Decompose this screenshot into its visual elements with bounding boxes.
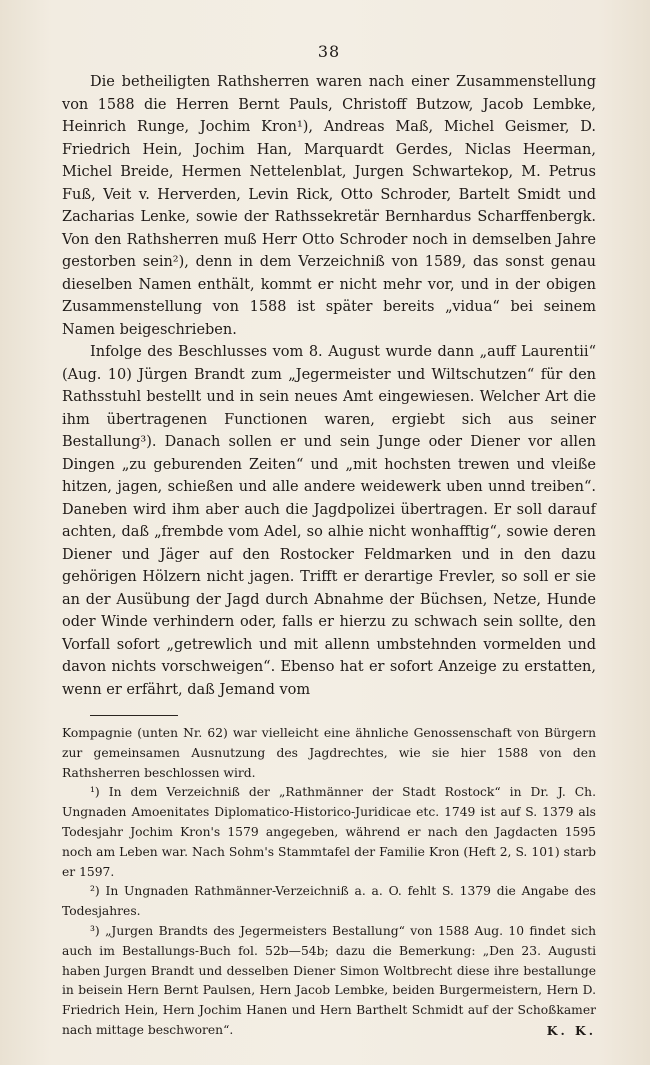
- author-signature: K. K.: [546, 1022, 596, 1038]
- footnote-3-text: ³) „Jurgen Brandts des Jegermeisters Bestallung“ von 1588 Aug. 10 findet sich auch im Bestallungs-Buch fol. 52b—54b; dazu die Bemerkung: „Den 23. Augusti haben Jurgen Brandt und desselben Diener Simon Woltbrecht diese ihre bestallunge in beisein Hern Bernt Paulsen, Hern Jacob Lembke, beiden Burgermeistern, Hern D. Friedrich Hein, Hern Jochim Hanen und Hern Barthelt Schmidt auf der Schoßkamer nach mittage beschworen“.: [62, 923, 596, 1037]
- footnote-2: ²) In Ungnaden Rathmänner-Verzeichniß a. a. O. fehlt S. 1379 die Angabe des Todesjahres.: [62, 884, 596, 919]
- footnote-3: [62, 922, 596, 1041]
- body-paragraph-2: Infolge des Beschlusses vom 8. August wurde dann „auff Laurentii“ (Aug. 10) Jürgen Brandt zum „Jegermeister und Wiltschutzen“ für den Rathsstuhl bestellt und in sein neues Amt eingewiesen. Welcher Art die ihm übertragenen Functionen waren, ergiebt sich aus seiner Bestallung³). Danach sollen er und sein Junge oder Diener vor allen Dingen „zu geburenden Zeiten“ und „mit hochsten trewen und vleiße hitzen, jagen, schießen und alle andere weidewerk uben unnd treiben“. Daneben wird ihm aber auch die Jagdpolizei übertragen. Er soll darauf achten, daß „frembde vom Adel, so alhie nicht wonhafftig“, sowie deren Diener und Jäger auf den Rostocker Feldmarken und in den dazu gehörigen Hölzern nicht jagen. Trifft er derartige Frevler, so soll er sie an der Ausübung der Jagd durch Abnahme der Büchsen, Netze, Hunde oder Winde verhindern oder, falls er hierzu zu schwach sein sollte, den Vorfall sofort „getrewlich und mit allenn umbstehnden vormelden und davon nichts vorschweigen“. Ebenso hat er sofort Anzeige zu erstatten, wenn er erfährt, daß Jemand vom: [62, 344, 596, 698]
- page-number: 38: [317, 42, 341, 61]
- footnote-1: ¹) In dem Verzeichniß der „Rathmänner der Stadt Rostock“ in Dr. J. Ch. Ungnaden Amoenitates Diplomatico-Historico-Juridicae etc. 1749 ist auf S. 1379 als Todesjahr Jochim Kron's 1579 angegeben, während er nach den Jagdacten 1595 noch am Leben war. Nach Sohm's Stammtafel der Familie Kron (Heft 2, S. 101) starb er 1597.: [62, 785, 596, 879]
- footnote-continuation: Kompagnie (unten Nr. 62) war vielleicht eine ähnliche Genossenschaft von Bürgern zur gemeinsamen Ausnutzung des Jagdrechtes, wie sie hier 1588 von den Rathsherren beschlossen wird.: [62, 726, 596, 780]
- body-paragraph-1: Die betheiligten Rathsherren waren nach einer Zusammenstellung von 1588 die Herren Bernt Pauls, Christoff Butzow, Jacob Lembke, Heinrich Runge, Jochim Kron¹), Andreas Maß, Michel Geismer, D. Friedrich Hein, Jochim Han, Marquardt Gerdes, Niclas Heerman, Michel Breide, Hermen Nettelenblat, Jurgen Schwartekop, M. Petrus Fuß, Veit v. Herverden, Levin Rick, Otto Schroder, Bartelt Smidt und Zacharias Lenke, sowie der Rathssekretär Bernhardus Scharffenbergk. Von den Rathsherren muß Herr Otto Schroder noch in demselben Jahre gestorben sein²), denn in dem Verzeichniß von 1589, das sonst genau dieselben Namen enthält, kommt er nicht mehr vor, und in der obigen Zusammenstellung von 1588 ist später bereits „vidua“ bei seinem Namen beigeschrieben.: [62, 74, 596, 338]
- footnote-divider: [90, 715, 178, 716]
